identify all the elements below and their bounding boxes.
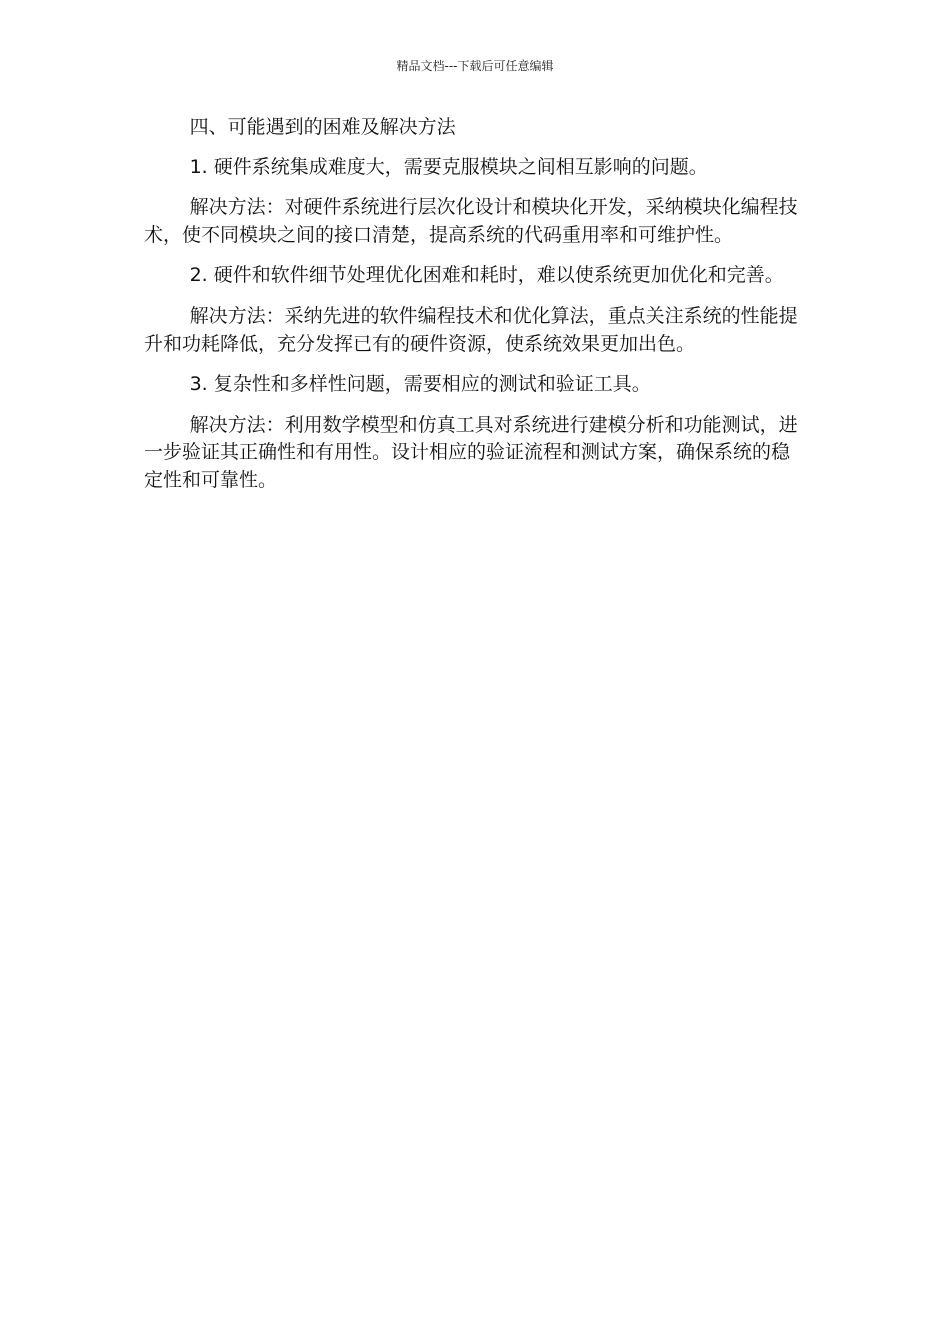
document-body [144, 114, 806, 508]
problem-3: 3. 复杂性和多样性问题，需要相应的测试和验证工具。 [189, 373, 651, 396]
problem-2: 2. 硬件和软件细节处理优化困难和耗时，难以使系统更加优化和完善。 [189, 264, 784, 287]
solution-3: 解决方法：利用数学模型和仿真工具对系统进行建模分析和功能测试，进一步验证其正确性和有用性。设计相应的验证流程和测试方案，确保系统的稳定性和可靠性。 [144, 413, 798, 491]
solution-1: 解决方法：对硬件系统进行层次化设计和模块化开发，采纳模块化编程技术，使不同模块之间的接口清楚，提高系统的代码重用率和可维护性。 [144, 196, 798, 246]
page-header: 精品文档---下载后可任意编辑 [396, 59, 554, 73]
problem-1: 1. 硬件系统集成难度大，需要克服模块之间相互影响的问题。 [189, 155, 708, 178]
section-heading: 四、可能遇到的困难及解决方法 [189, 116, 456, 138]
solution-2: 解决方法：采纳先进的软件编程技术和优化算法，重点关注系统的性能提升和功耗降低，充分发挥已有的硬件资源，使系统效果更加出色。 [144, 304, 798, 355]
